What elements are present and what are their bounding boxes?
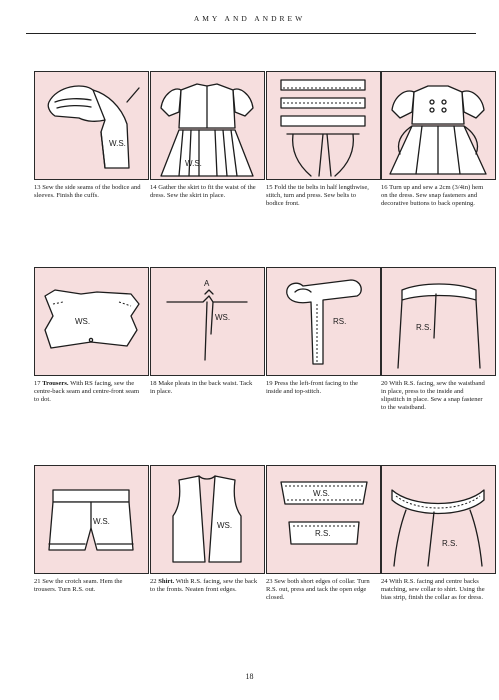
step-15-illustration (266, 71, 381, 180)
step-14 (150, 71, 265, 200)
step-18-label-0: A (204, 279, 210, 288)
step-23-label-0: W.S. (313, 489, 330, 498)
step-16 (381, 71, 496, 208)
step-17-label-0: WS. (75, 317, 91, 326)
step-17-illustration (34, 267, 149, 376)
step-21-illustration (34, 465, 149, 574)
step-22 (150, 465, 265, 594)
step-14-illustration (150, 71, 265, 180)
step-19-illustration (266, 267, 381, 376)
step-22-illustration (150, 465, 265, 574)
step-18 (150, 267, 265, 396)
step-19-caption: 19 Press the left-front facing to the inside and top-stitch. (266, 380, 358, 395)
step-19-label-0: RS. (333, 317, 347, 326)
page-number: 18 (245, 672, 254, 681)
step-18-label-1: WS. (215, 313, 231, 322)
step-13 (34, 71, 149, 200)
step-23 (266, 465, 381, 602)
step-20-illustration (381, 267, 496, 376)
step-14-label-0: W.S. (185, 159, 202, 168)
step-22-caption: 22 Shirt. With R.S. facing, sew the back to the fronts. Neaten front edges. (150, 578, 258, 593)
step-15-caption: 15 Fold the tie belts in half lengthwise, stitch, turn and press. Sew belts to bodice front. (266, 184, 369, 207)
step-23-illustration (266, 465, 381, 574)
step-24-caption: 24 With R.S. facing and centre backs matching, sew collar to shirt. Using the bias strip, finish the collar as for dress. (381, 578, 485, 601)
running-header: AMY AND ANDREW (193, 14, 306, 23)
step-17-caption: 17 Trousers. With RS facing, sew the centre-back seam and centre-front seam to dot. (34, 380, 140, 403)
step-19 (266, 267, 381, 396)
step-20-label-0: R.S. (416, 323, 432, 332)
step-24-label-0: R.S. (442, 539, 458, 548)
step-14-caption: 14 Gather the skirt to fit the waist of the dress. Sew the skirt in place. (150, 184, 256, 199)
step-20 (381, 267, 496, 412)
step-18-illustration (150, 267, 265, 376)
step-17 (34, 267, 149, 404)
step-21-label-0: W.S. (93, 517, 110, 526)
step-22-label-0: WS. (217, 521, 233, 530)
header-rule (26, 33, 476, 34)
step-24-illustration (381, 465, 496, 574)
step-23-label-1: R.S. (315, 529, 331, 538)
step-21-caption: 21 Sew the crotch seam. Hem the trousers. Turn R.S. out. (34, 578, 123, 593)
step-18-caption: 18 Make pleats in the back waist. Tack in place. (150, 380, 253, 395)
step-13-caption: 13 Sew the side seams of the bodice and sleeves. Finish the cuffs. (34, 184, 141, 199)
step-13-illustration (34, 71, 149, 180)
step-13-label-0: W.S. (109, 139, 126, 148)
step-20-caption: 20 With R.S. facing, sew the waistband in place, press to the inside and slipstitch in place. Sew a snap fastener to the waistband. (381, 380, 485, 411)
step-21 (34, 465, 149, 594)
step-16-caption: 16 Turn up and sew a 2cm (3/4in) hem on the dress. Sew snap fasteners and decorative buttons to back opening. (381, 184, 484, 207)
step-23-caption: 23 Sew both short edges of collar. Turn R.S. out, press and tack the open edge closed. (266, 578, 370, 601)
step-24 (381, 465, 496, 602)
step-15 (266, 71, 381, 208)
step-16-illustration (381, 71, 496, 180)
